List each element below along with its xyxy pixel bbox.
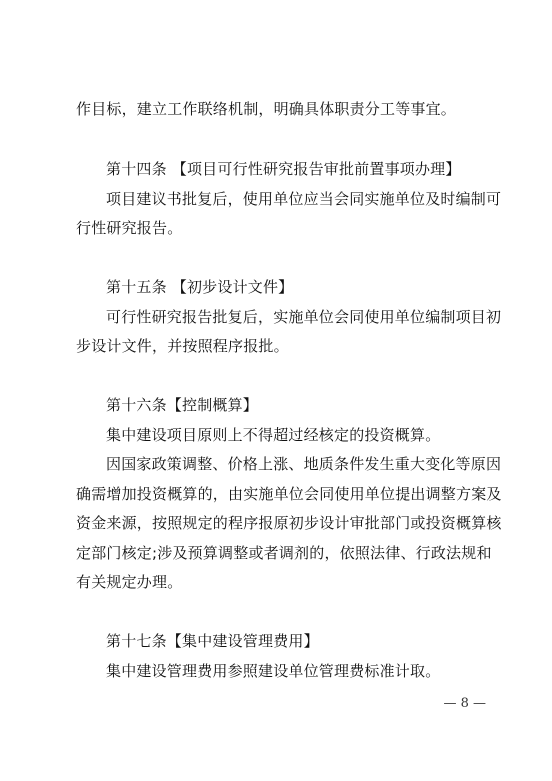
paragraph-line: 行性研究报告。 [76, 219, 183, 237]
paragraph-line: 集中建设项目原则上不得超过经核定的投资概算。 [106, 426, 441, 444]
article-heading-17: 第十七条【集中建设管理费用】 [106, 632, 319, 650]
paragraph-line: 定部门核定;涉及预算调整或者调剂的，依照法律、行政法规和 [76, 544, 492, 562]
article-heading-16: 第十六条【控制概算】 [106, 396, 259, 414]
article-heading-15: 第十五条 【初步设计文件】 [106, 278, 294, 296]
page-number: — 8 — [443, 696, 486, 711]
paragraph-line: 确需增加投资概算的，由实施单位会同使用单位提出调整方案及 [76, 485, 502, 503]
paragraph-line: 资金来源，按照规定的程序报原初步设计审批部门或投资概算核 [76, 514, 502, 532]
paragraph-line: 可行性研究报告批复后，实施单位会同使用单位编制项目初 [106, 308, 502, 326]
paragraph-line: 集中建设管理费用参照建设单位管理费标准计取。 [106, 662, 441, 680]
paragraph-line: 作目标，建立工作联络机制，明确具体职责分工等事宜。 [76, 100, 457, 118]
paragraph-line: 项目建议书批复后，使用单位应当会同实施单位及时编制可 [106, 190, 502, 208]
article-heading-14: 第十四条 【项目可行性研究报告审批前置事项办理】 [106, 160, 461, 178]
paragraph-line: 步设计文件，并按照程序报批。 [76, 337, 289, 355]
paragraph-line: 因国家政策调整、价格上涨、地质条件发生重大变化等原因 [106, 455, 502, 473]
paragraph-line: 有关规定办理。 [76, 573, 183, 591]
